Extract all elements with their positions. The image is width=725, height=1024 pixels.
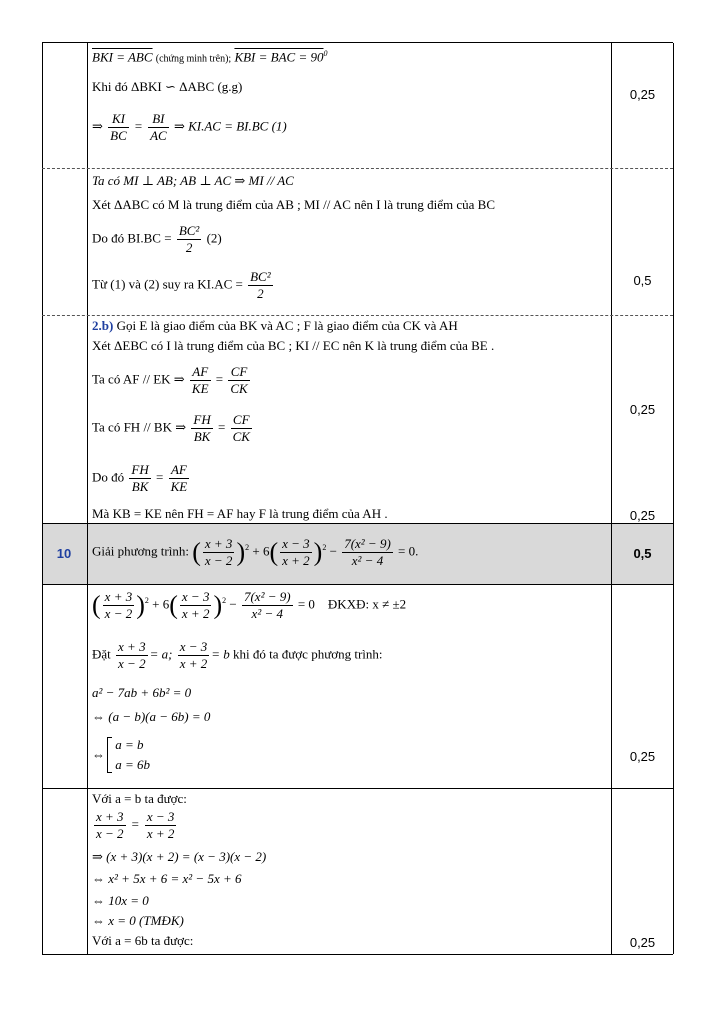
solution-table [42,42,673,954]
step-line: ⇔ x = 0 (TMĐK) [92,913,184,928]
score: 0,25 [629,402,656,417]
table-row [42,42,673,169]
score: 0,25 [629,749,656,764]
factor-line: ⇔ (a − b)(a − 6b) = 0 [92,709,211,724]
table-row [42,788,673,955]
af-ek-line: Ta có AF // EK ⇒ $\frac{AF}{KE}$ = $\frac{CF}{CK}$ [92,364,248,396]
midpoint-line: Xét ΔABC có M là trung điểm của AB ; MI // AC nên I là trung điểm của BC [92,197,495,212]
do-do-line: Do đó $\frac{FH}{BK}$ = $\frac{AF}{KE}$ [92,462,188,494]
table-row [42,584,673,789]
cases-line: ⇔ a = b a = 6b [92,737,151,772]
fh-bk-line: Ta có FH // BK ⇒ $\frac{FH}{BK}$ = $\frac{CF}{CK}$ [92,412,250,444]
substitution-line: Đặt $\frac{x + 3}{x - 2}$ = a; $\frac{x - 3}{x + 2}$ = b khi đó ta được phương trình: [92,639,383,671]
case-a-eq-b: Với a = b ta được: [92,791,187,806]
score: 0,25 [629,87,656,102]
similar-triangles: Khi đó ΔBKI ∽ ΔABC (g.g) [92,79,243,94]
score: 0,25 [629,508,656,523]
question-number: 10 [56,546,72,561]
step-line: ⇔ x² + 5x + 6 = x² − 5x + 6 [92,871,242,886]
conclusion-line: Từ (1) và (2) suy ra KI.AC = $\frac{\text{BC²}}{2}$ [92,269,271,301]
conclusion-line: Mà KB = KE nên FH = AF hay F là trung điểm của AH . [92,506,388,521]
ratio-line: ⇒ $\frac{KI}{BC}$ = $\frac{BI}{AC}$ ⇒ KI.AC = BI.BC (1) [92,111,287,143]
angle-equality: BKI = ABC (chứng minh trên); KBI = BAC = $90^0$ [92,49,328,65]
quadratic-line: a² − 7ab + 6b² = 0 [92,685,192,700]
perp-line: Ta có MI ⊥ AB; AB ⊥ AC ⇒ MI // AC [92,173,294,188]
triangle-ebc-line: Xét ΔEBC có I là trung điểm của BC ; KI // EC nên K là trung điểm của BE . [92,338,495,353]
step-line: ⇒ (x + 3)(x + 2) = (x − 3)(x − 2) [92,849,267,864]
question-equation: Giải phương trình: ( $\frac{x + 3}{x - 2}$ )$^2$ + 6( $\frac{x - 3}{x + 2}$ )$^2$ − $\frac{\text{7(x² − 9)}}{\text{x² − 4}}$ = 0. [92,536,419,568]
part-2b-intro: 2.b) Gọi E là giao điểm của BK và AC ; F là giao điểm của CK và AH [92,318,458,333]
fraction-equality: $\frac{x + 3}{x - 2}$ = $\frac{x - 3}{x + 2}$ [96,809,175,841]
score: 0,25 [629,935,656,950]
score: 0,5 [633,546,652,561]
case-a-eq-6b: Với a = 6b ta được: [92,933,194,948]
step-line: ⇔ 10x = 0 [92,893,149,908]
bi-bc-line: Do đó BI.BC = $\frac{\text{BC²}}{2}$ (2) [92,223,222,255]
score: 0,5 [633,273,652,288]
table-row [42,168,673,316]
question-header-row [42,523,673,585]
table-row [42,315,673,524]
equation-restate: ( $\frac{x + 3}{x - 2}$ )$^2$ + 6( $\frac{x - 3}{x + 2}$ )$^2$ − $\frac{\text{7(x² − 9)}}{\text{x² − 4}}$ = 0 ĐKXĐ: x ≠ ±2 [92,589,407,621]
